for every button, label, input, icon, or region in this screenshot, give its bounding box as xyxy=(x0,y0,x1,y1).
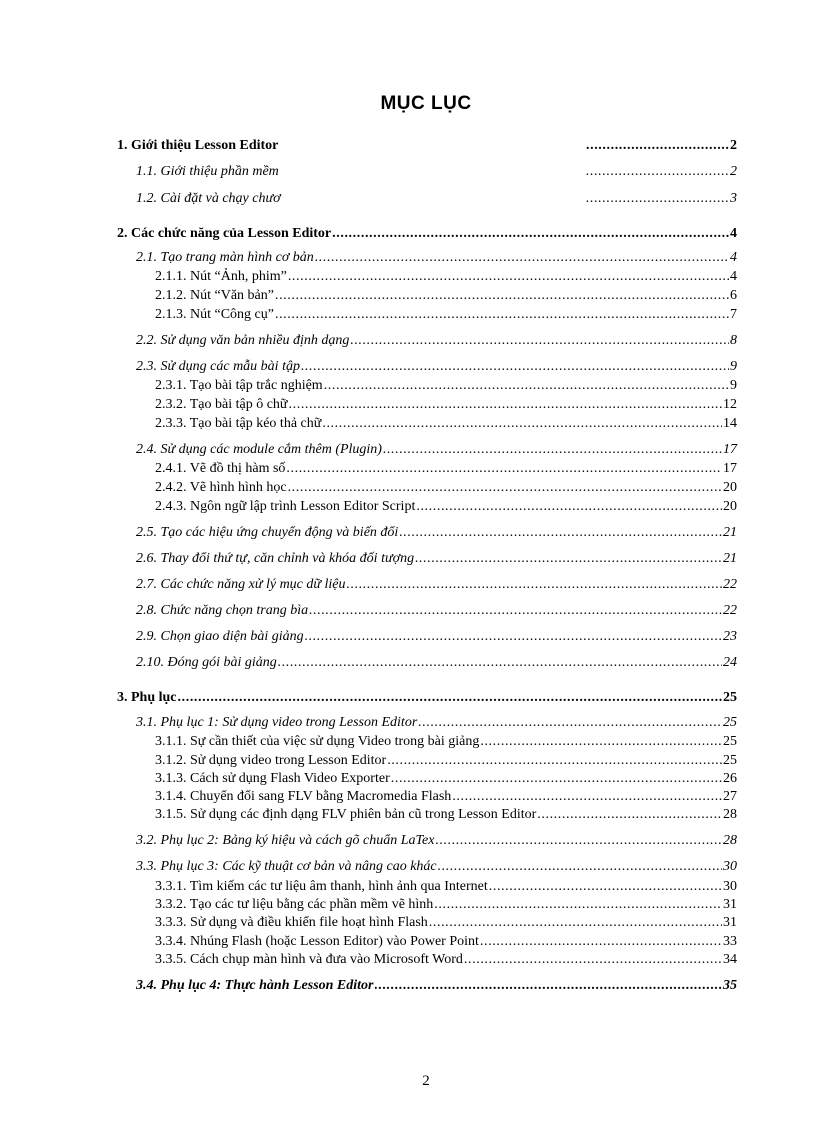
toc-entry-page: 9 xyxy=(730,378,737,393)
toc-entry-text: 2.4.2. Vẽ hình hình học xyxy=(155,480,287,495)
toc-entry-page: 23 xyxy=(723,629,737,644)
leader-dots xyxy=(586,138,729,154)
leader-dots xyxy=(286,461,722,477)
toc-entry[interactable] xyxy=(136,629,737,645)
toc-entry-text: 2.1. Tạo trang màn hình cơ bản xyxy=(136,250,314,265)
toc-entry[interactable] xyxy=(136,333,737,349)
toc-entry[interactable] xyxy=(155,269,737,285)
toc-entry-text: 2.4.1. Vẽ đồ thị hàm số xyxy=(155,461,286,476)
toc-entry-text: 3.1.2. Sử dụng video trong Lesson Editor xyxy=(155,753,387,768)
toc-entry-text: 3.3.2. Tạo các tư liệu bằng các phần mềm vẽ hình xyxy=(155,897,434,912)
toc-entry[interactable] xyxy=(155,753,737,769)
leader-dots xyxy=(383,442,722,458)
toc-entry[interactable] xyxy=(136,525,737,541)
toc-entry-page: 24 xyxy=(723,655,737,670)
page-number: 2 xyxy=(422,1073,430,1089)
toc-entry-text: 2.3.3. Tạo bài tập kéo thả chữ xyxy=(155,416,322,431)
leader-dots xyxy=(489,879,722,895)
toc-entry[interactable] xyxy=(117,138,737,154)
toc-entry-text: 1.2. Cài đặt và chạy chươ xyxy=(136,191,281,206)
leader-dots xyxy=(288,269,729,285)
leader-dots xyxy=(434,897,722,913)
toc-entry-page: 17 xyxy=(723,461,737,476)
leader-dots xyxy=(464,952,722,968)
toc-entry-page: 31 xyxy=(723,915,737,930)
toc-entry[interactable] xyxy=(155,734,737,750)
toc-entry-page: 25 xyxy=(723,753,737,768)
leader-dots xyxy=(438,859,722,875)
toc-entry[interactable] xyxy=(155,416,737,432)
toc-entry-text: 2.1.3. Nút “Công cụ” xyxy=(155,307,274,322)
toc-entry-text: 3.3. Phụ lục 3: Các kỹ thuật cơ bản và nâng cao khác xyxy=(136,859,437,874)
leader-dots xyxy=(399,525,722,541)
toc-entry-page: 12 xyxy=(723,397,737,412)
toc-entry[interactable] xyxy=(155,480,737,496)
leader-dots xyxy=(435,833,722,849)
toc-entry-page: 22 xyxy=(723,577,737,592)
toc-entry-page: 21 xyxy=(723,525,737,540)
toc-entry-text: 3.3.3. Sử dụng và điều khiển file hoạt hình Flash xyxy=(155,915,428,930)
toc-entry-text: 2.9. Chọn giao diện bài giảng xyxy=(136,629,304,644)
toc-entry[interactable] xyxy=(136,859,737,875)
leader-dots xyxy=(305,629,722,645)
leader-dots xyxy=(301,359,729,375)
toc-entry-page: 25 xyxy=(723,734,737,749)
leader-dots xyxy=(332,226,729,242)
toc-entry[interactable] xyxy=(136,577,737,593)
toc-entry-page: 35 xyxy=(723,978,737,993)
toc-entry-page: 25 xyxy=(723,715,737,730)
toc-entry-text: 1.1. Giới thiệu phần mềm xyxy=(136,164,279,179)
leader-dots xyxy=(387,753,722,769)
toc-entry[interactable] xyxy=(155,934,737,950)
leader-dots xyxy=(415,551,722,567)
toc-entry[interactable] xyxy=(136,603,737,619)
toc-entry-text: 3.1.4. Chuyển đổi sang FLV bằng Macromedia Flash xyxy=(155,789,452,804)
toc-entry-text: 3.2. Phụ lục 2: Bảng ký hiệu và cách gõ chuẩn LaTex xyxy=(136,833,435,848)
toc-entry-text: 2.4.3. Ngôn ngữ lập trình Lesson Editor Script xyxy=(155,499,416,514)
toc-entry-text: 2.6. Thay đổi thứ tự, căn chỉnh và khóa đối tượng xyxy=(136,551,415,566)
leader-dots xyxy=(350,333,729,349)
toc-entry-page: 17 xyxy=(723,442,737,457)
toc-entry-text: 2.7. Các chức năng xử lý mục dữ liệu xyxy=(136,577,346,592)
toc-entry-page: 21 xyxy=(723,551,737,566)
toc-entry[interactable] xyxy=(136,442,737,458)
toc-entry-text: 2.3.2. Tạo bài tập ô chữ xyxy=(155,397,288,412)
toc-entry-page: 28 xyxy=(723,833,737,848)
toc-entry-page: 34 xyxy=(723,952,737,967)
toc-entry-page: 4 xyxy=(730,226,737,241)
leader-dots xyxy=(347,577,722,593)
toc-entry[interactable] xyxy=(136,359,737,375)
toc-entry-text: 2. Các chức năng của Lesson Editor xyxy=(117,226,332,241)
toc-entry-page: 14 xyxy=(723,416,737,431)
toc-entry-page: 8 xyxy=(730,333,737,348)
toc-entry[interactable] xyxy=(155,915,737,931)
leader-dots xyxy=(418,715,722,731)
toc-entry-text: 2.3. Sử dụng các mẫu bài tập xyxy=(136,359,300,374)
toc-entry[interactable] xyxy=(136,655,737,671)
leader-dots xyxy=(586,164,729,180)
leader-dots xyxy=(178,690,722,706)
toc-entry-text: 3.3.1. Tìm kiếm các tư liệu âm thanh, hình ảnh qua Internet xyxy=(155,879,488,894)
toc-entry-text: 2.1.2. Nút “Văn bản” xyxy=(155,288,274,303)
toc-entry-text: 3.3.4. Nhúng Flash (hoặc Lesson Editor) vào Power Point xyxy=(155,934,479,949)
toc-entry[interactable] xyxy=(136,715,737,731)
leader-dots xyxy=(322,416,722,432)
toc-entry[interactable] xyxy=(117,690,737,706)
toc-entry-page: 4 xyxy=(730,250,737,265)
toc-entry[interactable] xyxy=(136,978,737,994)
toc-entry[interactable] xyxy=(155,789,737,805)
leader-dots xyxy=(537,807,722,823)
toc-entry[interactable] xyxy=(155,771,737,787)
toc-entry[interactable] xyxy=(155,897,737,913)
leader-dots xyxy=(315,250,729,266)
toc-entry-page: 9 xyxy=(730,359,737,374)
toc-entry-text: 3. Phụ lục xyxy=(117,690,177,705)
leader-dots xyxy=(275,288,729,304)
leader-dots xyxy=(278,655,722,671)
leader-dots xyxy=(324,378,729,394)
toc-entry[interactable] xyxy=(155,461,737,477)
toc-entry[interactable] xyxy=(136,164,737,180)
toc-entry-text: 3.1.1. Sự cần thiết của việc sử dụng Video trong bài giảng xyxy=(155,734,480,749)
leader-dots xyxy=(288,480,722,496)
toc-entry-text: 2.10. Đóng gói bài giảng xyxy=(136,655,277,670)
leader-dots xyxy=(275,307,729,323)
toc-entry[interactable] xyxy=(155,807,737,823)
toc-entry[interactable] xyxy=(136,833,737,849)
toc-entry-page: 26 xyxy=(723,771,737,786)
leader-dots xyxy=(480,934,722,950)
leader-dots xyxy=(309,603,722,619)
toc-entry[interactable] xyxy=(155,288,737,304)
toc-entry-text: 2.2. Sử dụng văn bản nhiều định dạng xyxy=(136,333,350,348)
toc-entry-text: 3.4. Phụ lục 4: Thực hành Lesson Editor xyxy=(136,978,374,993)
leader-dots xyxy=(429,915,722,931)
toc-entry-page: 7 xyxy=(730,307,737,322)
toc-entry-text: 2.5. Tạo các hiệu ứng chuyển động và biến đổi xyxy=(136,525,399,540)
toc-entry[interactable] xyxy=(155,397,737,413)
toc-entry[interactable] xyxy=(136,191,737,207)
leader-dots xyxy=(480,734,722,750)
toc-entry-text: 3.1.3. Cách sử dụng Flash Video Exporter xyxy=(155,771,390,786)
toc-entry-page: 20 xyxy=(723,499,737,514)
leader-dots xyxy=(375,978,723,994)
toc-entry-text: 2.3.1. Tạo bài tập trắc nghiệm xyxy=(155,378,323,393)
toc-entry-page: 25 xyxy=(723,690,737,705)
toc-entry-page: 2 xyxy=(730,164,737,179)
toc-entry-page: 2 xyxy=(730,138,737,153)
leader-dots xyxy=(416,499,722,515)
toc-entry-page: 31 xyxy=(723,897,737,912)
toc-entry[interactable] xyxy=(155,378,737,394)
toc-entry-text: 3.3.5. Cách chụp màn hình và đưa vào Microsoft Word xyxy=(155,952,463,967)
leader-dots xyxy=(452,789,722,805)
leader-dots xyxy=(289,397,722,413)
toc-entry-page: 30 xyxy=(723,879,737,894)
toc-entry-text: 2.8. Chức năng chọn trang bìa xyxy=(136,603,309,618)
toc-entry[interactable] xyxy=(136,250,737,266)
leader-dots xyxy=(586,191,729,207)
toc-entry[interactable] xyxy=(155,952,737,968)
toc-entry-page: 27 xyxy=(723,789,737,804)
toc-entry[interactable] xyxy=(136,551,737,567)
toc-entry[interactable] xyxy=(117,226,737,242)
toc-entry-text: 1. Giới thiệu Lesson Editor xyxy=(117,138,279,153)
toc-entry-page: 6 xyxy=(730,288,737,303)
toc-entry-text: 3.1.5. Sử dụng các định dạng FLV phiên bản cũ trong Lesson Editor xyxy=(155,807,537,822)
toc-entry-page: 28 xyxy=(723,807,737,822)
toc-entry[interactable] xyxy=(155,307,737,323)
toc-entry-page: 3 xyxy=(730,191,737,206)
toc-entry[interactable] xyxy=(155,879,737,895)
toc-entry-page: 20 xyxy=(723,480,737,495)
toc-entry-page: 22 xyxy=(723,603,737,618)
toc-entry-page: 4 xyxy=(730,269,737,284)
toc-entry[interactable] xyxy=(155,499,737,515)
toc-entry-page: 30 xyxy=(723,859,737,874)
leader-dots xyxy=(391,771,722,787)
toc-entry-text: 3.1. Phụ lục 1: Sử dụng video trong Lesson Editor xyxy=(136,715,418,730)
toc-entry-text: 2.4. Sử dụng các module cắm thêm (Plugin) xyxy=(136,442,382,457)
toc-entry-page: 33 xyxy=(723,934,737,949)
toc-title: MỤC LỤC xyxy=(380,93,472,114)
toc-entry-text: 2.1.1. Nút “Ảnh, phim” xyxy=(155,269,287,284)
